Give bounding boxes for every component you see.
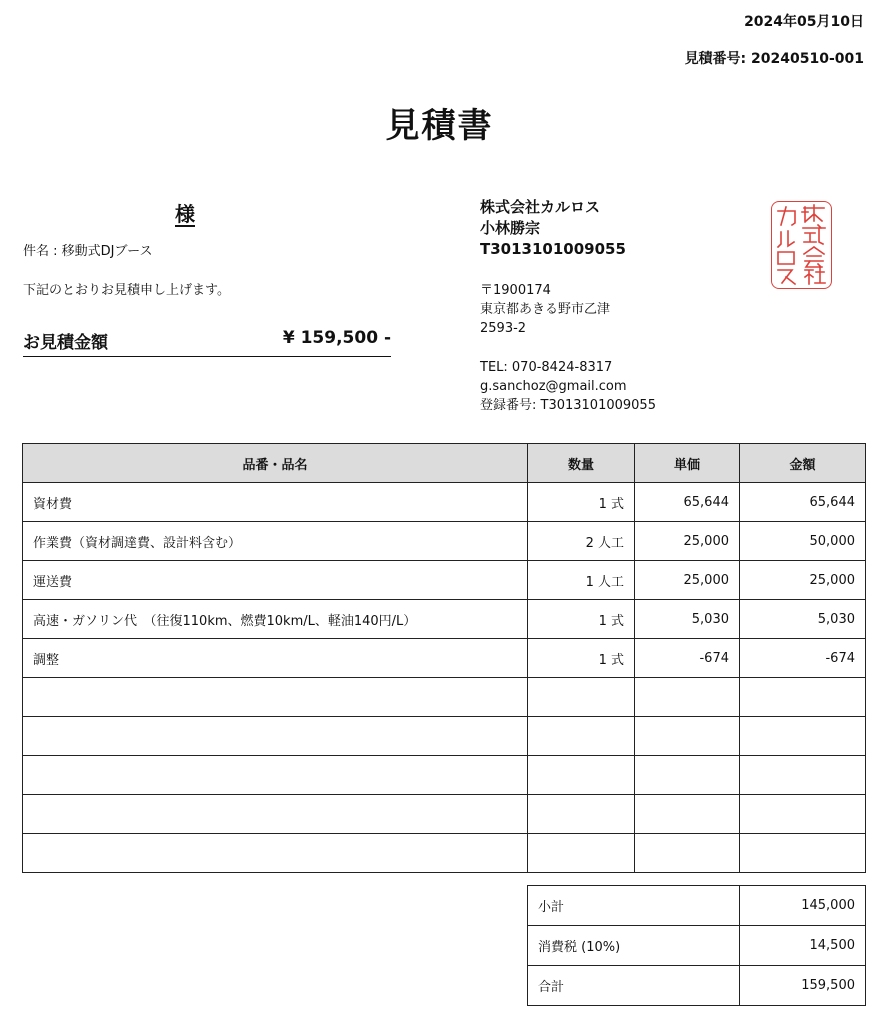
item-qty: 1 式 — [528, 639, 635, 678]
issuer-block — [480, 197, 626, 260]
empty-table-row — [23, 678, 866, 717]
empty-table-row — [23, 717, 866, 756]
person-name: 小林勝宗 — [480, 219, 541, 237]
tax-value: 14,500 — [740, 926, 866, 966]
subtotal-value: 145,000 — [740, 886, 866, 926]
tax-label: 消費税 (10%) — [528, 926, 740, 966]
table-row — [23, 483, 866, 522]
table-row — [23, 561, 866, 600]
item-qty: 1 式 — [528, 483, 635, 522]
item-name: 作業費（資材調達費、設計料含む） — [23, 522, 528, 561]
issue-date: 2024年05月10日 — [744, 14, 864, 30]
item-qty: 2 人工 — [528, 522, 635, 561]
item-qty: 1 人工 — [528, 561, 635, 600]
item-name: 資材費 — [23, 483, 528, 522]
item-qty: 1 式 — [528, 600, 635, 639]
item-unit-price: -674 — [635, 639, 740, 678]
seal-stamp-graphic — [772, 202, 830, 287]
item-amount: 25,000 — [740, 561, 866, 600]
grand-total-row — [528, 966, 866, 1006]
item-name: 調整 — [23, 639, 528, 678]
item-name: 運送費 — [23, 561, 528, 600]
table-header-row — [23, 444, 866, 483]
summary-table — [527, 885, 866, 1006]
address-line-1: 東京都あきる野市乙津 — [480, 302, 611, 317]
intro-text: 下記のとおりお見積申し上げます。 — [23, 283, 230, 298]
item-amount: -674 — [740, 639, 866, 678]
empty-table-row — [23, 834, 866, 873]
tax-row — [528, 926, 866, 966]
item-unit-price: 5,030 — [635, 600, 740, 639]
column-header-item: 品番・品名 — [23, 444, 528, 483]
grand-total-value: 159,500 — [740, 966, 866, 1006]
quote-total-value: ¥ 159,500 - — [282, 328, 391, 348]
quote-total-label: お見積金額 — [23, 333, 108, 353]
subtotal-label: 小計 — [528, 886, 740, 926]
column-header-unit-price: 単価 — [635, 444, 740, 483]
empty-table-row — [23, 795, 866, 834]
company-seal-stamp — [771, 201, 832, 289]
column-header-amount: 金額 — [740, 444, 866, 483]
issuer-contact — [480, 358, 656, 415]
table-row — [23, 522, 866, 561]
item-unit-price: 65,644 — [635, 483, 740, 522]
phone-number: TEL: 070-8424-8317 — [480, 360, 613, 375]
item-unit-price: 25,000 — [635, 561, 740, 600]
column-header-qty: 数量 — [528, 444, 635, 483]
subject-line: 件名 : 移動式DJブース — [23, 244, 153, 259]
quote-number: 見積番号: 20240510-001 — [684, 51, 864, 67]
item-amount: 65,644 — [740, 483, 866, 522]
quote-total-box — [23, 328, 391, 357]
issuer-address — [480, 281, 610, 338]
postal-code: 〒1900174 — [480, 283, 551, 298]
item-amount: 5,030 — [740, 600, 866, 639]
item-amount: 50,000 — [740, 522, 866, 561]
subtotal-row — [528, 886, 866, 926]
item-name: 高速・ガソリン代 （往復110km、燃費10km/L、軽油140円/L） — [23, 600, 528, 639]
item-unit-price: 25,000 — [635, 522, 740, 561]
table-row — [23, 639, 866, 678]
company-id: T3013101009055 — [480, 240, 626, 258]
empty-table-row — [23, 756, 866, 795]
grand-total-label: 合計 — [528, 966, 740, 1006]
recipient-honorific: 様 — [175, 202, 195, 226]
registration-number: 登録番号: T3013101009055 — [480, 398, 656, 413]
page-title: 見積書 — [385, 106, 494, 146]
email-address: g.sanchoz@gmail.com — [480, 379, 627, 394]
address-line-2: 2593-2 — [480, 321, 527, 336]
company-name: 株式会社カルロス — [480, 198, 601, 216]
table-row — [23, 600, 866, 639]
line-items-table — [22, 443, 866, 873]
